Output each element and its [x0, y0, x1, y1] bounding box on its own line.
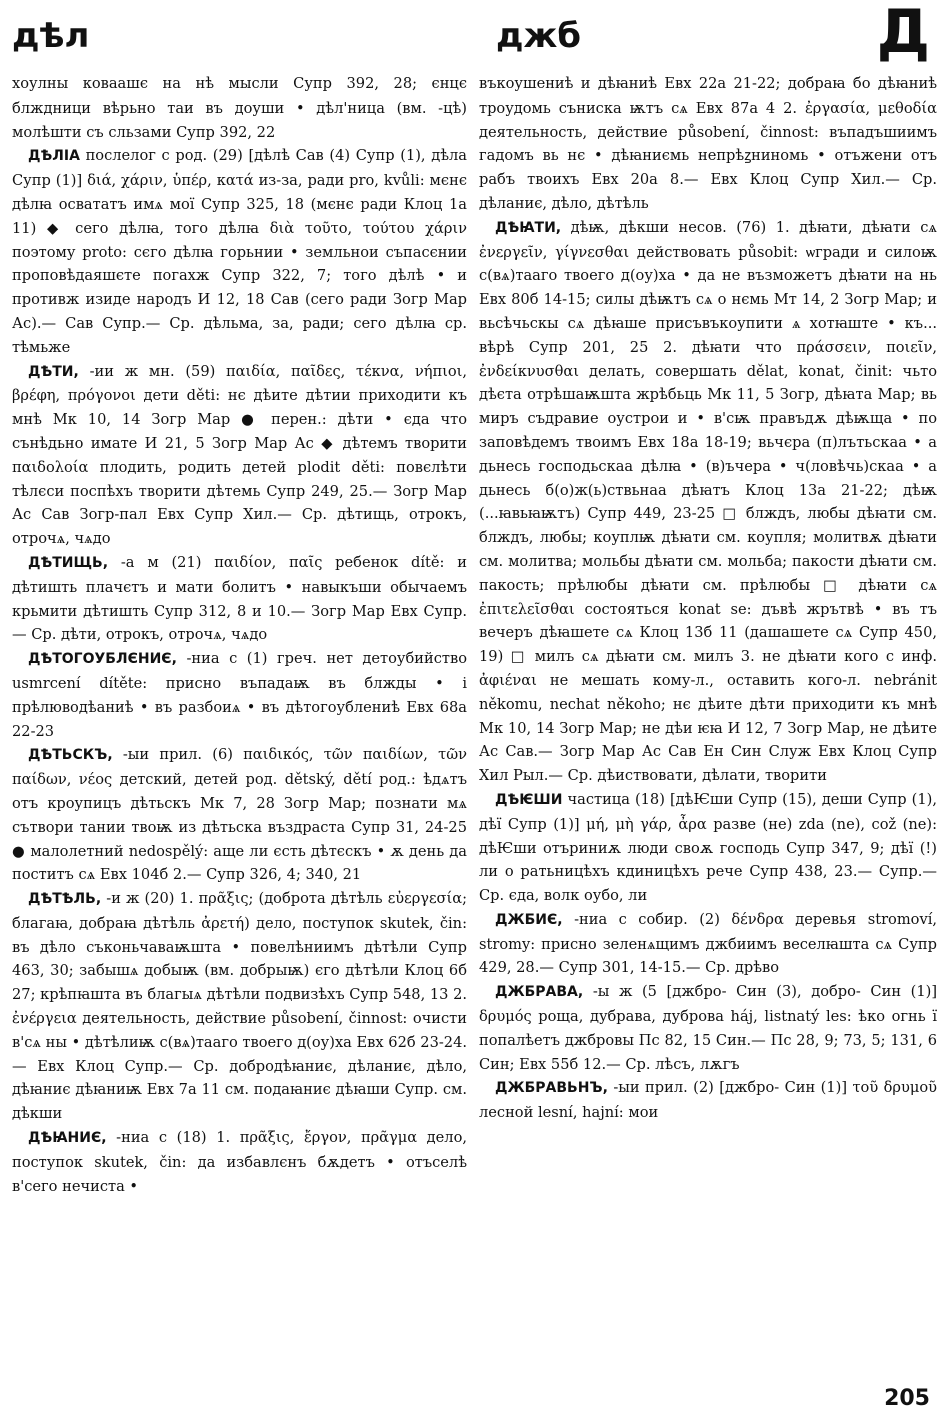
dictionary-entry: ДѢѤШИ частица (18) [дѣѤши Супр (15), деши Супр (1), дѣї Супр (1)] μή, μὴ γάρ, ἆρα разве (не) zda (ne), což (ne): дѣѤши отъриниѫ люди своѫ господь Супр 347, 9; дѣї (!) ли о ратьницѣхъ кдиницѣхъ рече Супр 438, 23.— Супр.— Ср. єда, волк оубо, ли	[479, 790, 937, 905]
dictionary-entry: ДЖБРАВА, -ы ж (5 [джбро- Син (3), добро- Син (1)] δρυμός роща, дубрава, дуброва háj, listnatý les: ѣко огнь ї попалѣетъ джбровы Пс 82, 15 Син.— Пс 28, 9; 73, 5; 131, 6 Син; Евх 55б 12.— Ср. лѣсъ, лѫгъ	[479, 983, 937, 1073]
running-header	[0, 0, 950, 70]
dictionary-entry: ДЖБРАВЬНЪ, -ыи прил. (2) [джбро- Син (1)] τοῦ δρυμοῦ лесной lesní, hajní: мои	[479, 1079, 937, 1122]
dictionary-entry: ДЖБИЄ, -ниа с собир. (2) δένδρα деревья stromoví, stromy: присно зеленѧщимъ джбиимъ веселꙗшта сѧ Супр 429, 28.— Супр 301, 14-15.— Ср. дрѣво	[479, 910, 937, 977]
right-column	[479, 72, 937, 1382]
header-center-guideword: джб	[496, 16, 582, 56]
dictionary-entry: хоулны коваашє на нѣ мысли Супр 392, 28; єнцє блждници вѣрьно таи въ доуши • дѣл'ница (вм. -цѣ) молѣшти съ сльзами Супр 392, 22	[12, 75, 467, 141]
left-column	[12, 72, 467, 1382]
dictionary-entry: ДѢТЬСКЪ, -ыи прил. (6) παιδικός, τῶν παιδίων, τῶν παίδων, νέος детский, детей род. dětský, dětí род.: ѣдѧтъ отъ кроупицъ дѣтьскъ Мк 7, 28 Зогр Мар; познати мѧ сътвори тании твоѭ из дѣтьска въздраста Супр 31, 24-25 ● малолетний nedospělý: аще ли єсть дѣтєскъ • ѫ день да поститъ сѧ Евх 104б 2.— Супр 326, 4; 340, 21	[12, 746, 467, 884]
dictionary-entry: ДѢТИ, -ии ж мн. (59) παιδία, παῖδες, τέκνα, νήπιοι, βρέφη, πρόγονοι дети děti: нє дѣите дѣтии приходити къ мнѣ Мк 10, 14 Зогр Мар ● перен.: дѣти • єда что сънѣдьно имате И 21, 5 Зогр Мар Ас ◆ дѣтемъ творити παιδολοία плодить, родить детей plodit děti: повєлѣти тѣлєси поспѣхъ творити дѣтемь Супр 249, 25.— Зогр Мар Ас Сав Зогр-пал Евх Супр Хил.— Ср. дѣтищь, отрокъ, отрочѧ, чѧдо	[12, 362, 467, 548]
dictionary-entry: въкоушениѣ и дѣꙗниѣ Евх 22а 21-22; добраꙗ бо дѣꙗниѣ троудомь съниска ѭтъ сѧ Евх 87а 4 2. ἐργασία, μεθοδία деятельность, действие působení, činnost: въпадъшиимъ гадомъ вь нє • дѣꙗниємь непрѣꙁниномь • отъжени отъ рабъ твоихъ Евх 20а 8.— Евх Клоц Супр Хил.— Ср. дѣланиє, дѣло, дѣтѣль	[479, 75, 937, 212]
dictionary-entry: ДѢꙖТИ, дѣѭ, дѣкши несов. (76) 1. дѣꙗти, дѣꙗти сѧ ἐνεργεῖν, γίγνεσθαι действовать působit: ѡгради и силоѭ с(вѧ)таагo твоего д(оу)ха • да не възможетъ дѣꙗти на нь Евх 80б 14-15; силы дѣѭтъ сѧ о нємь Мт 14, 2 Зогр Мар; и вьсѣчьскы сѧ дѣꙗше присъвъкоупити ѧ хотꙗште • къ... вѣрѣ Супр 201, 25 2. дѣꙗти что πράσσειν, ποιεῖν, ἐνδείκνυσθαι делать, совершать dělat, konat, činit: чьто дѣєта отрѣшаѭшта жрѣбьць Мк 11, 5 Зогр, дѣꙗта Мар; вь миръ съдравие оуcтрои и • в'сѭ правъдѫ дѣѭща • по заповѣдемъ твоимъ Евх 18а 18-19; вьчєра (п)лътьскаа • а дьнесь господьскаа дѣлꙗ • (в)ъчера • ч(ловѣчь)скаа • а дьнесь б(о)ж(ь)ствьнаа дѣꙗтъ Клоц 13а 21-22; дѣѭ (...ꙗвьꙗѭтъ) Супр 449, 23-25 □ блждъ, любы дѣꙗти см. блждъ, любы; коуплѭ дѣꙗти см. коупля; молитвѫ дѣꙗти см. молитва; мольбы дѣꙗти см. мольба; пакости дѣꙗти см. пакость; прѣлюбы дѣꙗти см. прѣлюбы □ дѣꙗти сѧ ἐπιτελεῖσθαι состояться konat se: дъвѣ жрътвѣ • въ тъ вечеръ дѣꙗшете сѧ Клоц 13б 11 (дашашете сѧ Супр 450, 19) □ милъ сѧ дѣꙗти см. милъ 3. не дѣꙗти кого с инф. ἀφιέναι не мешать кому-л., оставить кого-л. nebránit někomu, nechat někoho; нє дѣите дѣти приходити къ мнѣ Мк 10, 14 Зогр Мар; не дѣи ѥꙗ И 12, 7 Зогр Мар, не дѣите Ас Сав.— Зогр Мар Ас Сав Ен Син Служ Евх Клоц Супр Хил Рыл.— Ср. дѣиствовати, дѣлати, творити	[479, 218, 937, 785]
header-section-letter: Д	[876, 0, 930, 67]
dictionary-entry: ДѢТѢЛЬ, -и ж (20) 1. πρᾶξις; (доброта дѣтѣль εὐεργεσία; благаꙗ, добраꙗ дѣтѣль ἀρετή) дело, поступок skutek, čin: въ дѣло съконьчаваѭшта • повелѣниимъ дѣтѣли Супр 463, 30; забышѧ добыѭ (вм. добрыѭ) єго дѣтѣли Клоц 6б 27; крѣпꙗшта въ благыѧ дѣтѣли подвизѣхъ Супр 548, 13 2. ἐνέργεια деятельность, действие působení, činnost: очисти в'сѧ ны • дѣтѣлиѭ с(вѧ)таагo твоего д(оу)ха Евх 62б 23-24.— Евх Клоц Супр.— Ср. добродѣꙗниє, дѣланиє, дѣло, дѣꙗниє дѣꙗниѭ Евх 7а 11 см. подаꙗниє дѣꙗши Супр. см. дѣкши	[12, 890, 467, 1123]
dictionary-entry: ДѢТОГОУБЛЄНИЄ, -ниа с (1) греч. нет детоубийство usmrcení dítěte: присно въпадаѭ въ блжды • і прѣлюводѣаниѣ • въ разбоиѧ • въ дѣтогоублениѣ Евх 68а 22-23	[12, 650, 467, 740]
dictionary-entry: ДѢЛІА послелог с род. (29) [дѣлѣ Сав (4) Супр (1), дѣла Супр (1)] διά, χάριν, ὑπέρ, κατά из-за, ради pro, kvůli: мєнє дѣлꙗ освататъ имѧ мої Супр 325, 18 (мєнє ради Клоц 1а 11) ◆ сего дѣлꙗ, того дѣлꙗ διὰ τοῦτο, τούτου χάριν поэтому proto: сєго дѣлꙗ горьнии • земльнои съпасєнии проповѣдаяшєте погахж Супр 322, 7; того дѣлѣ • и противж изиде народъ И 12, 18 Сав (сего ради Зогр Мар Ас).— Сав Супр.— Ср. дѣльма, за, ради; сего дѣлꙗ ср. тѣмьже	[12, 147, 467, 356]
dictionary-entry: ДѢꙖНИЄ, -ниа с (18) 1. πρᾶξις, ἔργον, πρᾶγμα дело, поступок skutek, čin: да избавлєнъ бѫдетъ • отъселѣ в'сего нечиста •	[12, 1129, 467, 1195]
dictionary-entry: ДѢТИЩЬ, -а м (21) παιδίον, παῖς ребенок dítě: и дѣтишть плачєтъ и мати болитъ • навыкъши обычаемъ крьмити дѣтишть Супр 312, 8 и 10.— Зогр Мар Евх Супр.— Ср. дѣти, отрокъ, отрочѧ, чѧдо	[12, 553, 467, 644]
page-number: 205	[884, 1386, 930, 1411]
header-left-guideword: дѣл	[12, 16, 90, 56]
